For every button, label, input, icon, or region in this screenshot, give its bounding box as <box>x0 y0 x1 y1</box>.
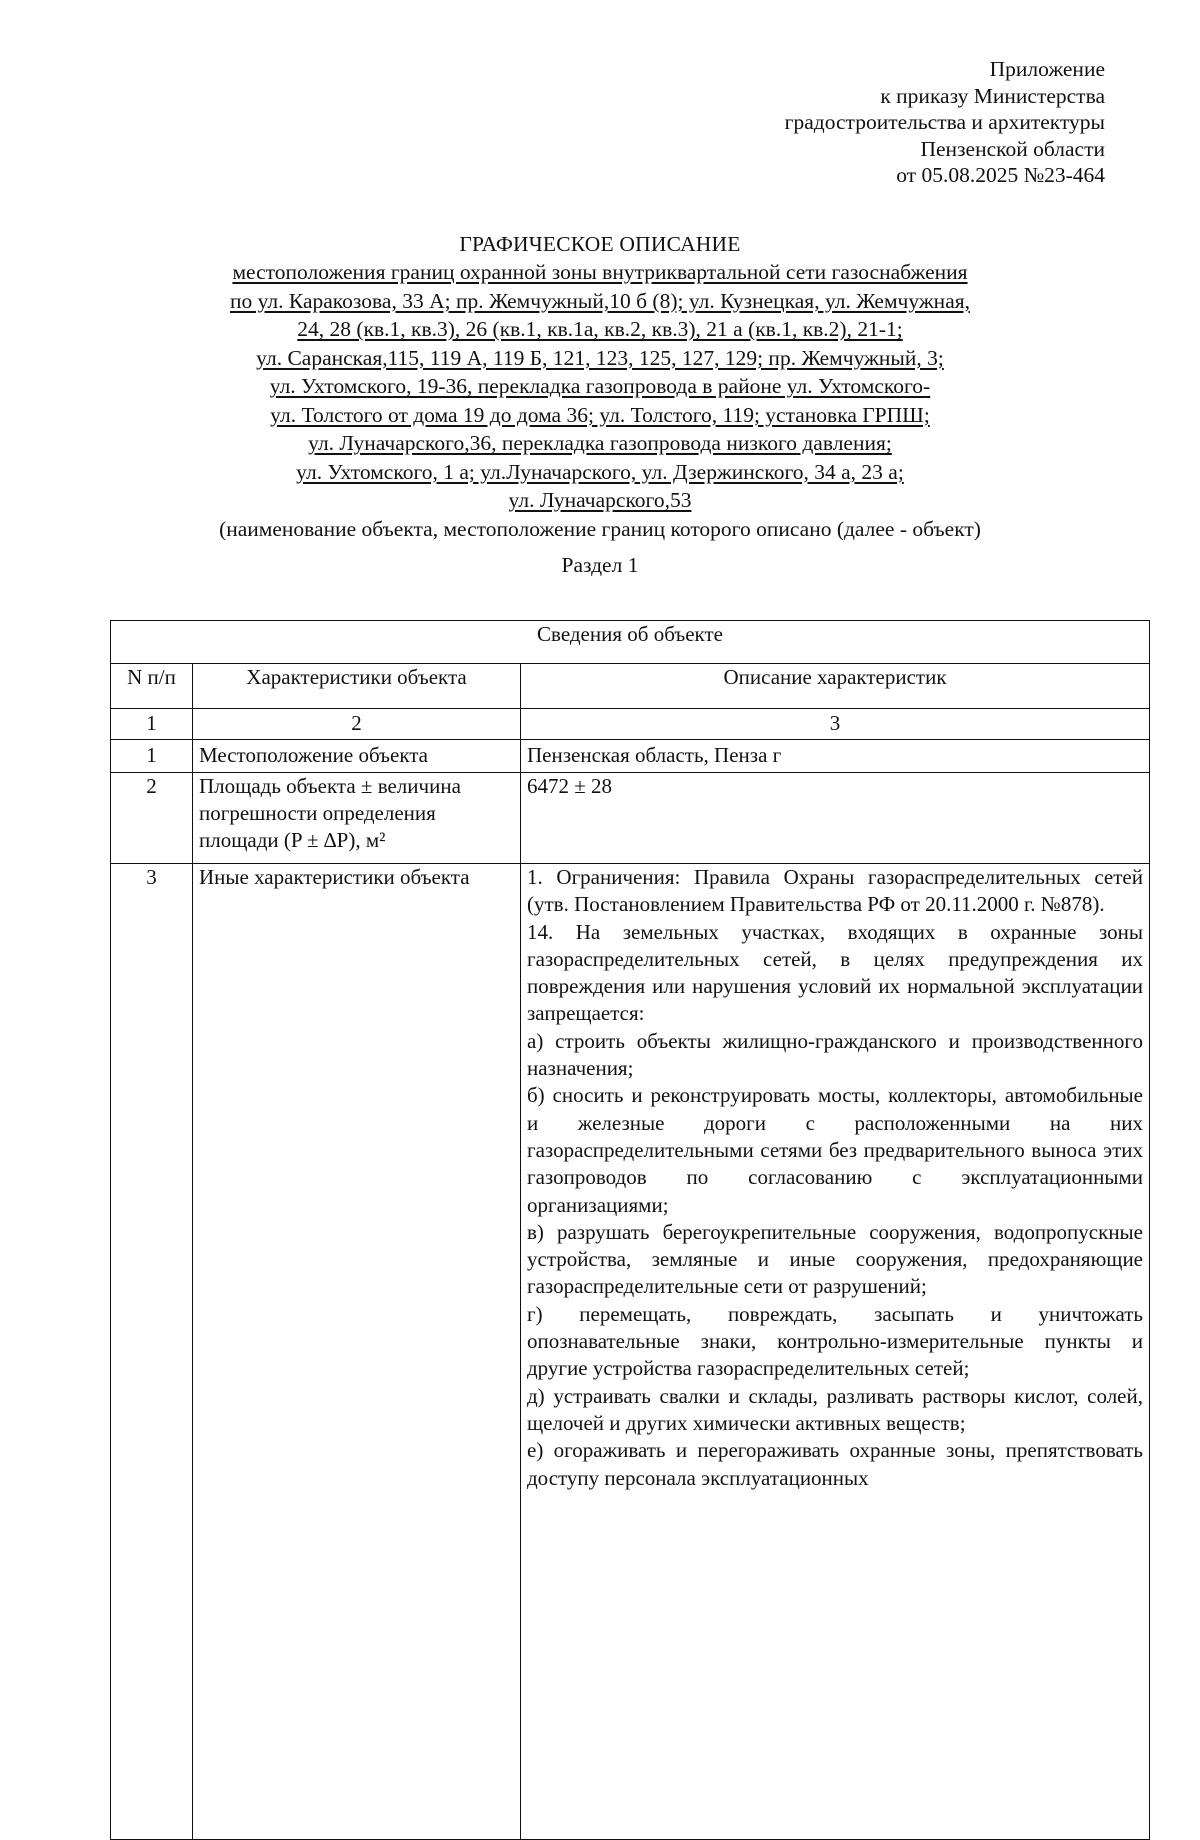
column-number: 3 <box>521 709 1150 740</box>
description-paragraph: б) сносить и реконструировать мосты, коллекторы, автомобильные и железные дороги с расположенными на них газораспределительными сетями без предварительного выноса этих газопроводов по согласованию с эксплуатационными организациями; <box>527 1083 1143 1217</box>
object-name-line <box>100 486 1100 515</box>
row-number: 1 <box>111 740 193 773</box>
appendix-line: Пензенской области <box>920 136 1105 161</box>
table-row <box>111 773 1150 864</box>
object-name-text: 24, 28 (кв.1, кв.3), 26 (кв.1, кв.1а, кв.2, кв.3), 21 а (кв.1, кв.2), 21-1; <box>297 317 903 341</box>
appendix-line: градостроительства и архитектуры <box>784 110 1105 134</box>
object-name-text: ул. Луначарского,36, перекладка газопровода низкого давления; <box>308 431 892 455</box>
description-paragraph: 1. Ограничения: Правила Охраны газораспределительных сетей (утв. Постановлением Правительства РФ от 20.11.2000 г. №878). <box>527 865 1143 917</box>
row-description: Пензенская область, Пенза г <box>521 740 1150 773</box>
object-name-text: ул. Луначарского,53 <box>508 488 692 512</box>
row-characteristic: Иные характеристики объекта <box>193 864 521 1840</box>
column-header-characteristics: Характеристики объекта <box>193 664 521 709</box>
object-name-line <box>100 429 1100 458</box>
table-row <box>111 740 1150 773</box>
document-title: ГРАФИЧЕСКОЕ ОПИСАНИЕ <box>459 232 741 256</box>
object-name-line <box>100 372 1100 401</box>
object-name-text: ул. Ухтомского, 1 а; ул.Луначарского, ул. Дзержинского, 34 а, 23 а; <box>296 459 904 484</box>
description-paragraph: д) устраивать свалки и склады, разливать растворы кислот, солей, щелочей и других химически активных веществ; <box>527 1383 1143 1435</box>
appendix-line: Приложение <box>989 57 1105 81</box>
row-description: 6472 ± 28 <box>521 773 1150 864</box>
row-characteristic: Площадь объекта ± величина погрешности определения площади (P ± ∆P), м² <box>193 773 521 864</box>
appendix-line: к приказу Министерства <box>880 83 1105 108</box>
description-paragraph: в) разрушать берегоукрепительные сооружения, водопропускные устройства, земляные и иные сооружения, предохраняющие газораспределительные сети от разрушений; <box>527 1219 1143 1299</box>
section-label: Раздел 1 <box>561 552 639 577</box>
object-name-text: местоположения границ охранной зоны внутриквартальной сети газоснабжения <box>232 260 968 284</box>
column-header-description: Описание характеристик <box>521 664 1150 709</box>
object-name <box>100 258 1100 515</box>
object-name-line <box>100 315 1100 344</box>
object-name-text: ул. Саранская,115, 119 А, 119 Б, 121, 123, 125, 127, 129; пр. Жемчужный, 3; <box>256 345 944 370</box>
description-paragraph: а) строить объекты жилищно-гражданского и производственного назначения; <box>527 1028 1143 1081</box>
description-paragraph: г) перемещать, повреждать, засыпать и уничтожать опознавательные знаки, контрольно-измерительные пункты и другие устройства газораспределительных сетей; <box>527 1301 1143 1381</box>
object-name-line <box>100 401 1100 430</box>
column-headers-row <box>111 664 1150 709</box>
row-number: 2 <box>111 773 193 864</box>
row-characteristic: Местоположение объекта <box>193 740 521 773</box>
table-row <box>111 864 1150 1840</box>
column-numbers-row <box>111 709 1150 740</box>
appendix-header <box>785 56 1105 189</box>
object-name-line <box>100 258 1100 287</box>
description-paragraph: 14. На земельных участках, входящих в охранные зоны газораспределительных сетей, в целях предупреждения их повреждения или нарушения условий их нормальной эксплуатации запрещается: <box>527 919 1143 1026</box>
row-description <box>521 864 1150 1840</box>
object-name-text: ул. Толстого от дома 19 до дома 36; ул. Толстого, 119; установка ГРПШ; <box>270 402 930 427</box>
row-number: 3 <box>111 864 193 1840</box>
column-number: 2 <box>193 709 521 740</box>
description-paragraph: е) огораживать и перегораживать охранные зоны, препятствовать доступу персонала эксплуатационных <box>527 1438 1143 1490</box>
object-name-text: ул. Ухтомского, 19-36, перекладка газопровода в районе ул. Ухтомского- <box>269 374 931 398</box>
object-caption: (наименование объекта, местоположение границ которого описано (далее - объект) <box>219 516 981 541</box>
table-header-row <box>111 621 1150 664</box>
column-number: 1 <box>111 709 193 740</box>
column-header-number: N п/п <box>111 664 193 709</box>
object-name-line <box>100 344 1100 373</box>
appendix-date-number: от 05.08.2025 №23-464 <box>896 163 1105 187</box>
object-info-table <box>110 620 1150 1840</box>
object-name-text: по ул. Каракозова, 33 А; пр. Жемчужный,10 б (8); ул. Кузнецкая, ул. Жемчужная, <box>230 288 970 313</box>
table-header: Сведения об объекте <box>111 621 1150 664</box>
title-block <box>100 230 1100 579</box>
object-name-line <box>100 458 1100 487</box>
object-name-line <box>100 287 1100 316</box>
